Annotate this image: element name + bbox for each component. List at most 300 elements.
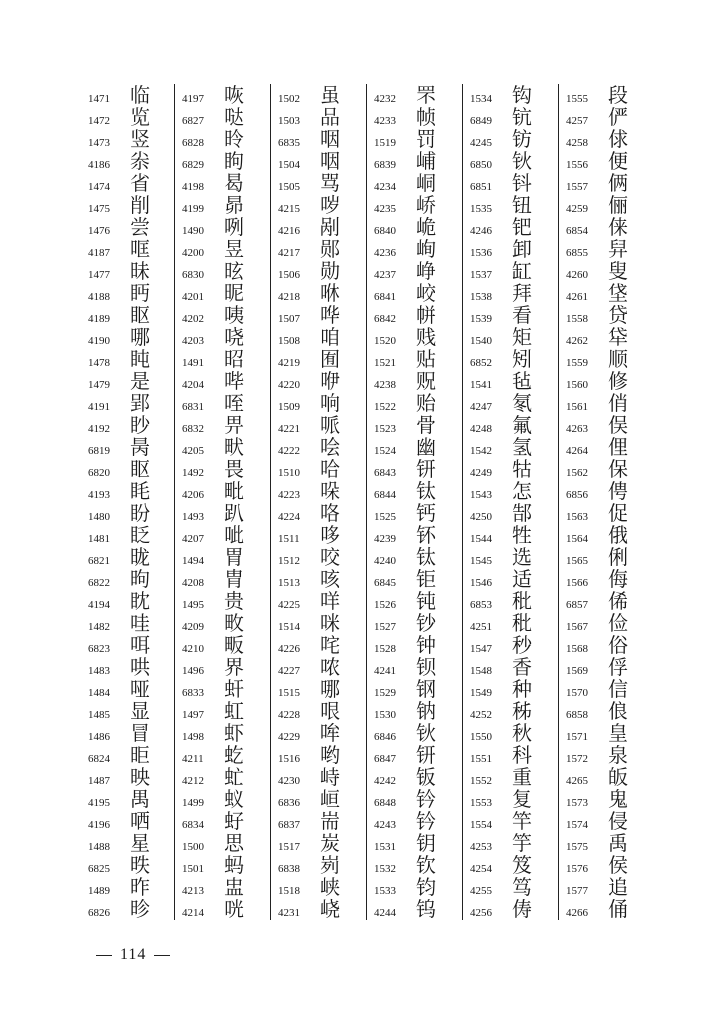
entry-number: 6829 [182, 159, 204, 171]
entry-character: 钣 [416, 765, 436, 789]
entry-number: 4202 [182, 313, 204, 325]
entry-character: 哙 [320, 435, 340, 459]
character-entry [470, 678, 562, 700]
page-footer [88, 946, 178, 964]
entry-number: 1484 [88, 687, 110, 699]
character-entry [374, 590, 466, 612]
entry-character: 呲 [224, 523, 244, 547]
entry-character: 胄 [224, 567, 244, 591]
column-separator [558, 84, 559, 920]
entry-number: 6846 [374, 731, 396, 743]
entry-number: 1515 [278, 687, 300, 699]
entry-character: 尜 [130, 149, 150, 173]
character-entry [470, 656, 562, 678]
entry-number: 1534 [470, 93, 492, 105]
entry-number: 1538 [470, 291, 492, 303]
entry-number: 4219 [278, 357, 300, 369]
entry-character: 钢 [416, 677, 436, 701]
character-entry [278, 370, 370, 392]
entry-number: 1492 [182, 467, 204, 479]
character-entry [374, 810, 466, 832]
entry-character: 昽 [130, 545, 150, 569]
entry-character: 峧 [416, 281, 436, 305]
entry-number: 4251 [470, 621, 492, 633]
character-entry [566, 854, 658, 876]
entry-character: 哆 [320, 523, 340, 547]
entry-character: 咽 [320, 127, 340, 151]
entry-number: 1482 [88, 621, 110, 633]
entry-character: 钛 [416, 479, 436, 503]
character-entry [470, 546, 562, 568]
entry-number: 4188 [88, 291, 110, 303]
entry-character: 幽 [416, 435, 436, 459]
entry-number: 1514 [278, 621, 300, 633]
entry-number: 4266 [566, 907, 588, 919]
character-entry [278, 326, 370, 348]
character-entry [470, 524, 562, 546]
entry-number: 1570 [566, 687, 588, 699]
character-entry [470, 480, 562, 502]
character-entry [374, 172, 466, 194]
entry-number: 4236 [374, 247, 396, 259]
character-entry [278, 546, 370, 568]
character-entry [182, 854, 274, 876]
entry-character: 哄 [130, 655, 150, 679]
entry-number: 4264 [566, 445, 588, 457]
character-entry [374, 436, 466, 458]
entry-number: 6830 [182, 269, 204, 281]
entry-number: 6835 [278, 137, 300, 149]
entry-character: 重 [512, 765, 532, 789]
character-entry [182, 656, 274, 678]
character-entry [278, 722, 370, 744]
entry-character: 氟 [512, 413, 532, 437]
entry-character: 帧 [416, 105, 436, 129]
entry-character: 段 [608, 83, 628, 107]
character-entry [566, 304, 658, 326]
character-entry [566, 172, 658, 194]
character-column-6 [566, 84, 658, 920]
character-entry [470, 172, 562, 194]
character-entry [374, 854, 466, 876]
entry-character: 钟 [416, 633, 436, 657]
entry-character: 囿 [320, 347, 340, 371]
entry-number: 1524 [374, 445, 396, 457]
entry-number: 4190 [88, 335, 110, 347]
entry-number: 1500 [182, 841, 204, 853]
character-entry [182, 458, 274, 480]
entry-number: 1539 [470, 313, 492, 325]
entry-character: 咤 [320, 633, 340, 657]
character-entry [566, 128, 658, 150]
entry-character: 咱 [320, 325, 340, 349]
entry-number: 4261 [566, 291, 588, 303]
entry-character: 钠 [416, 699, 436, 723]
character-entry [182, 194, 274, 216]
character-entry [278, 128, 370, 150]
character-entry [566, 744, 658, 766]
entry-number: 1569 [566, 665, 588, 677]
entry-number: 6850 [470, 159, 492, 171]
character-entry [566, 788, 658, 810]
entry-number: 1560 [566, 379, 588, 391]
entry-character: 垡 [608, 281, 628, 305]
entry-number: 6843 [374, 467, 396, 479]
entry-number: 1533 [374, 885, 396, 897]
entry-number: 1537 [470, 269, 492, 281]
entry-number: 4204 [182, 379, 204, 391]
entry-number: 6823 [88, 643, 110, 655]
entry-number: 1506 [278, 269, 300, 281]
entry-number: 4224 [278, 511, 300, 523]
entry-character: 俄 [608, 523, 628, 547]
character-entry [566, 106, 658, 128]
entry-character: 咡 [130, 633, 150, 657]
character-entry [470, 414, 562, 436]
entry-number: 4187 [88, 247, 110, 259]
character-entry [278, 568, 370, 590]
entry-number: 4232 [374, 93, 396, 105]
entry-number: 4207 [182, 533, 204, 545]
character-entry [88, 854, 180, 876]
entry-number: 4189 [88, 313, 110, 325]
entry-character: 峡 [320, 875, 340, 899]
character-entry [182, 348, 274, 370]
entry-number: 1554 [470, 819, 492, 831]
character-entry [470, 700, 562, 722]
entry-number: 1505 [278, 181, 300, 193]
entry-number: 6836 [278, 797, 300, 809]
entry-number: 4244 [374, 907, 396, 919]
entry-character: 界 [224, 655, 244, 679]
entry-character: 哟 [320, 743, 340, 767]
character-entry [470, 238, 562, 260]
entry-number: 1543 [470, 489, 492, 501]
entry-number: 1497 [182, 709, 204, 721]
entry-number: 4203 [182, 335, 204, 347]
entry-number: 6831 [182, 401, 204, 413]
entry-character: 牯 [512, 457, 532, 481]
entry-character: 追 [608, 875, 628, 899]
entry-character: 氡 [512, 391, 532, 415]
entry-character: 钘 [416, 457, 436, 481]
character-entry [88, 392, 180, 414]
entry-number: 1523 [374, 423, 396, 435]
character-entry [182, 128, 274, 150]
character-entry [470, 612, 562, 634]
character-entry [374, 568, 466, 590]
entry-character: 思 [224, 831, 244, 855]
entry-number: 4256 [470, 907, 492, 919]
entry-character: 禹 [608, 831, 628, 855]
character-entry [182, 810, 274, 832]
entry-character: 眈 [130, 589, 150, 613]
entry-number: 6834 [182, 819, 204, 831]
entry-number: 1551 [470, 753, 492, 765]
character-entry [88, 84, 180, 106]
entry-character: 映 [130, 765, 150, 789]
character-entry [88, 172, 180, 194]
entry-number: 1496 [182, 665, 204, 677]
entry-character: 泉 [608, 743, 628, 767]
character-entry [374, 282, 466, 304]
entry-character: 竿 [512, 809, 532, 833]
entry-number: 1502 [278, 93, 300, 105]
entry-number: 4198 [182, 181, 204, 193]
character-entry [566, 810, 658, 832]
entry-number: 4192 [88, 423, 110, 435]
entry-number: 1504 [278, 159, 300, 171]
entry-character: 俦 [512, 897, 532, 921]
character-entry [566, 414, 658, 436]
entry-number: 4223 [278, 489, 300, 501]
entry-number: 6840 [374, 225, 396, 237]
entry-character: 昵 [224, 281, 244, 305]
entry-character: 哕 [320, 193, 340, 217]
entry-character: 缸 [512, 259, 532, 283]
entry-number: 1517 [278, 841, 300, 853]
entry-character: 秒 [512, 633, 532, 657]
entry-number: 4220 [278, 379, 300, 391]
character-entry [88, 678, 180, 700]
entry-number: 4260 [566, 269, 588, 281]
entry-number: 4199 [182, 203, 204, 215]
entry-number: 6819 [88, 445, 110, 457]
character-entry [88, 612, 180, 634]
character-entry [278, 524, 370, 546]
character-entry [88, 766, 180, 788]
character-entry [374, 546, 466, 568]
character-entry [182, 634, 274, 656]
character-entry [278, 788, 370, 810]
entry-character: 俩 [608, 171, 628, 195]
entry-character: 秭 [512, 699, 532, 723]
character-entry [374, 480, 466, 502]
character-entry [566, 656, 658, 678]
entry-number: 6826 [88, 907, 110, 919]
entry-number: 4252 [470, 709, 492, 721]
character-entry [566, 260, 658, 282]
entry-character: 眇 [130, 413, 150, 437]
entry-character: 咴 [224, 83, 244, 107]
entry-number: 4196 [88, 819, 110, 831]
character-entry [278, 590, 370, 612]
entry-character: 种 [512, 677, 532, 701]
character-entry [88, 810, 180, 832]
entry-number: 6855 [566, 247, 588, 259]
entry-character: 顺 [608, 347, 628, 371]
character-entry [566, 282, 658, 304]
entry-character: 矩 [512, 325, 532, 349]
entry-character: 哪 [320, 677, 340, 701]
entry-number: 4228 [278, 709, 300, 721]
character-entry [374, 524, 466, 546]
character-entry [278, 238, 370, 260]
entry-character: 哝 [320, 655, 340, 679]
entry-number: 1521 [374, 357, 396, 369]
character-entry [278, 414, 370, 436]
entry-number: 1490 [182, 225, 204, 237]
entry-character: 哗 [320, 303, 340, 327]
entry-number: 1513 [278, 577, 300, 589]
entry-character: 趴 [224, 501, 244, 525]
entry-number: 4234 [374, 181, 396, 193]
character-entry [182, 766, 274, 788]
character-entry [278, 502, 370, 524]
entry-character: 昴 [224, 193, 244, 217]
entry-number: 1477 [88, 269, 110, 281]
entry-character: 钨 [416, 897, 436, 921]
character-entry [566, 876, 658, 898]
entry-number: 4247 [470, 401, 492, 413]
column-separator [366, 84, 367, 920]
entry-character: 钜 [416, 567, 436, 591]
entry-number: 1531 [374, 841, 396, 853]
entry-number: 1555 [566, 93, 588, 105]
entry-character: 俑 [608, 897, 628, 921]
character-entry [182, 898, 274, 920]
entry-number: 1553 [470, 797, 492, 809]
character-entry [278, 150, 370, 172]
entry-number: 6822 [88, 577, 110, 589]
entry-character: 眍 [130, 457, 150, 481]
entry-number: 4209 [182, 621, 204, 633]
entry-number: 4230 [278, 775, 300, 787]
character-entry [566, 216, 658, 238]
character-entry [278, 634, 370, 656]
entry-number: 4213 [182, 885, 204, 897]
entry-number: 1562 [566, 467, 588, 479]
entry-character: 昤 [224, 127, 244, 151]
entry-character: 俫 [608, 215, 628, 239]
entry-number: 1509 [278, 401, 300, 413]
character-entry [470, 766, 562, 788]
entry-character: 适 [512, 567, 532, 591]
entry-number: 6842 [374, 313, 396, 325]
entry-character: 畀 [224, 413, 244, 437]
entry-number: 1544 [470, 533, 492, 545]
character-column-5 [470, 84, 562, 920]
entry-character: 咣 [224, 897, 244, 921]
character-entry [470, 84, 562, 106]
entry-character: 钛 [416, 545, 436, 569]
character-entry [470, 106, 562, 128]
character-entry [278, 216, 370, 238]
character-entry [374, 898, 466, 920]
character-entry [182, 876, 274, 898]
character-entry [374, 700, 466, 722]
character-entry [182, 612, 274, 634]
entry-number: 1552 [470, 775, 492, 787]
entry-number: 4238 [374, 379, 396, 391]
character-entry [278, 348, 370, 370]
entry-character: 矧 [512, 347, 532, 371]
character-entry [88, 194, 180, 216]
entry-number: 6844 [374, 489, 396, 501]
character-entry [182, 832, 274, 854]
character-entry [278, 436, 370, 458]
entry-character: 峘 [320, 787, 340, 811]
entry-number: 4211 [182, 753, 204, 765]
entry-number: 1548 [470, 665, 492, 677]
entry-number: 1489 [88, 885, 110, 897]
entry-character: 是 [130, 369, 150, 393]
character-entry [470, 634, 562, 656]
character-entry [374, 744, 466, 766]
entry-number: 4222 [278, 445, 300, 457]
character-entry [278, 810, 370, 832]
entry-number: 1499 [182, 797, 204, 809]
entry-character: 钦 [416, 853, 436, 877]
entry-character: 咻 [320, 281, 340, 305]
entry-number: 4240 [374, 555, 396, 567]
entry-number: 1528 [374, 643, 396, 655]
entry-number: 6828 [182, 137, 204, 149]
entry-character: 复 [512, 787, 532, 811]
character-column-1 [88, 84, 180, 920]
entry-character: 眄 [130, 281, 150, 305]
entry-number: 1510 [278, 467, 300, 479]
character-entry [182, 106, 274, 128]
entry-character: 氢 [512, 435, 532, 459]
entry-character: 哑 [130, 677, 150, 701]
entry-character: 畈 [224, 633, 244, 657]
character-entry [470, 304, 562, 326]
entry-character: 选 [512, 545, 532, 569]
character-entry [566, 612, 658, 634]
entry-number: 6832 [182, 423, 204, 435]
character-entry [470, 370, 562, 392]
character-entry [88, 788, 180, 810]
entry-character: 峤 [416, 193, 436, 217]
character-entry [88, 304, 180, 326]
character-entry [470, 216, 562, 238]
character-entry [182, 216, 274, 238]
entry-character: 俭 [608, 611, 628, 635]
entry-character: 科 [512, 743, 532, 767]
character-entry [470, 128, 562, 150]
character-entry [88, 414, 180, 436]
entry-character: 峥 [416, 259, 436, 283]
character-entry [374, 876, 466, 898]
entry-number: 1577 [566, 885, 588, 897]
entry-character: 毗 [224, 479, 244, 503]
entry-number: 4259 [566, 203, 588, 215]
character-entry [278, 106, 370, 128]
entry-character: 促 [608, 501, 628, 525]
entry-character: 咬 [320, 545, 340, 569]
character-entry [278, 766, 370, 788]
entry-character: 虸 [224, 809, 244, 833]
entry-character: 响 [320, 391, 340, 415]
character-entry [278, 678, 370, 700]
character-entry [278, 656, 370, 678]
entry-character: 罚 [416, 127, 436, 151]
entry-character: 俅 [608, 127, 628, 151]
character-entry [566, 502, 658, 524]
character-entry [374, 150, 466, 172]
character-entry [374, 304, 466, 326]
character-entry [182, 370, 274, 392]
entry-number: 6849 [470, 115, 492, 127]
character-entry [374, 128, 466, 150]
character-entry [278, 612, 370, 634]
entry-character: 禺 [130, 787, 150, 811]
entry-number: 1486 [88, 731, 110, 743]
character-entry [88, 370, 180, 392]
character-entry [566, 194, 658, 216]
entry-number: 1566 [566, 577, 588, 589]
